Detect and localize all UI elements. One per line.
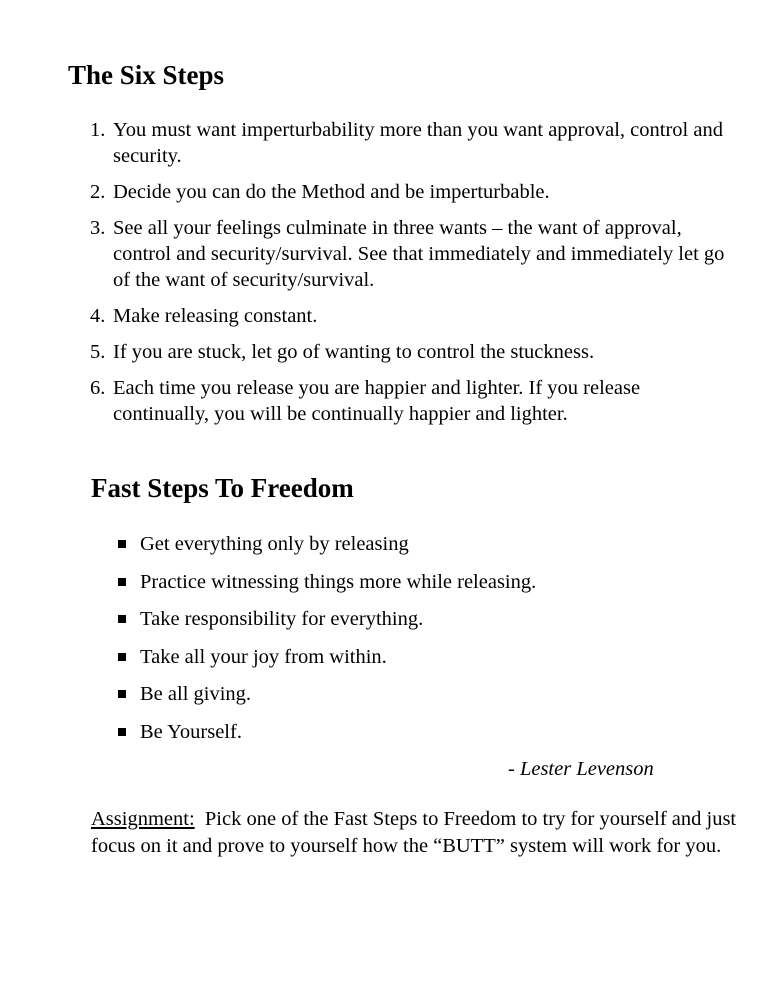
- item-number: 5.: [90, 341, 106, 363]
- square-bullet-icon: [118, 690, 126, 698]
- assignment-paragraph: [91, 806, 741, 859]
- item-text: Each time you release you are happier and lighter. If you release continually, you will be continually happier and lighter.: [113, 377, 641, 425]
- list-item: [90, 339, 730, 365]
- item-text: Take responsibility for everything.: [140, 608, 424, 630]
- item-text: Be Yourself.: [140, 720, 242, 743]
- list-item: [90, 117, 730, 169]
- list-item: [90, 215, 730, 293]
- list-item: [90, 375, 730, 427]
- item-text: Get everything only by releasing: [140, 533, 409, 555]
- item-text: See all your feelings culminate in three wants – the want of approval, control and security/survival. See that immediately and immediately let go of the want of security/survival.: [113, 217, 725, 291]
- six-steps-title: The Six Steps: [68, 60, 225, 90]
- six-steps-list: [90, 117, 730, 437]
- item-number: 2.: [90, 181, 106, 203]
- fast-steps-list: [116, 531, 716, 756]
- item-number: 4.: [90, 305, 106, 327]
- assignment-label: Assignment:: [91, 808, 195, 830]
- item-text: Practice witnessing things more while releasing.: [140, 570, 537, 593]
- square-bullet-icon: [118, 653, 126, 661]
- square-bullet-icon: [118, 578, 126, 586]
- list-item: [90, 179, 730, 205]
- item-text: Be all giving.: [140, 683, 252, 705]
- item-number: 3.: [90, 217, 106, 239]
- item-text: Decide you can do the Method and be imperturbable.: [113, 181, 550, 203]
- list-item: [90, 303, 730, 329]
- item-text: Make releasing constant.: [113, 305, 318, 327]
- quote-attribution: - Lester Levenson: [508, 758, 654, 780]
- square-bullet-icon: [118, 540, 126, 548]
- item-number: 6.: [90, 377, 106, 399]
- square-bullet-icon: [118, 728, 126, 736]
- list-item: [116, 719, 716, 745]
- list-item: [116, 569, 716, 595]
- item-text: You must want imperturbability more than you want approval, control and security.: [113, 119, 723, 167]
- list-item: [116, 681, 716, 707]
- item-text: If you are stuck, let go of wanting to control the stuckness.: [113, 341, 595, 363]
- fast-steps-title: Fast Steps To Freedom: [91, 473, 354, 503]
- item-number: 1.: [90, 119, 106, 141]
- list-item: [116, 531, 716, 557]
- list-item: [116, 644, 716, 670]
- item-text: Take all your joy from within.: [140, 645, 387, 668]
- list-item: [116, 606, 716, 632]
- assignment-text: Pick one of the Fast Steps to Freedom to try for yourself and just focus on it and prove to yourself how the “BUTT” system will work for you.: [91, 808, 742, 857]
- square-bullet-icon: [118, 615, 126, 623]
